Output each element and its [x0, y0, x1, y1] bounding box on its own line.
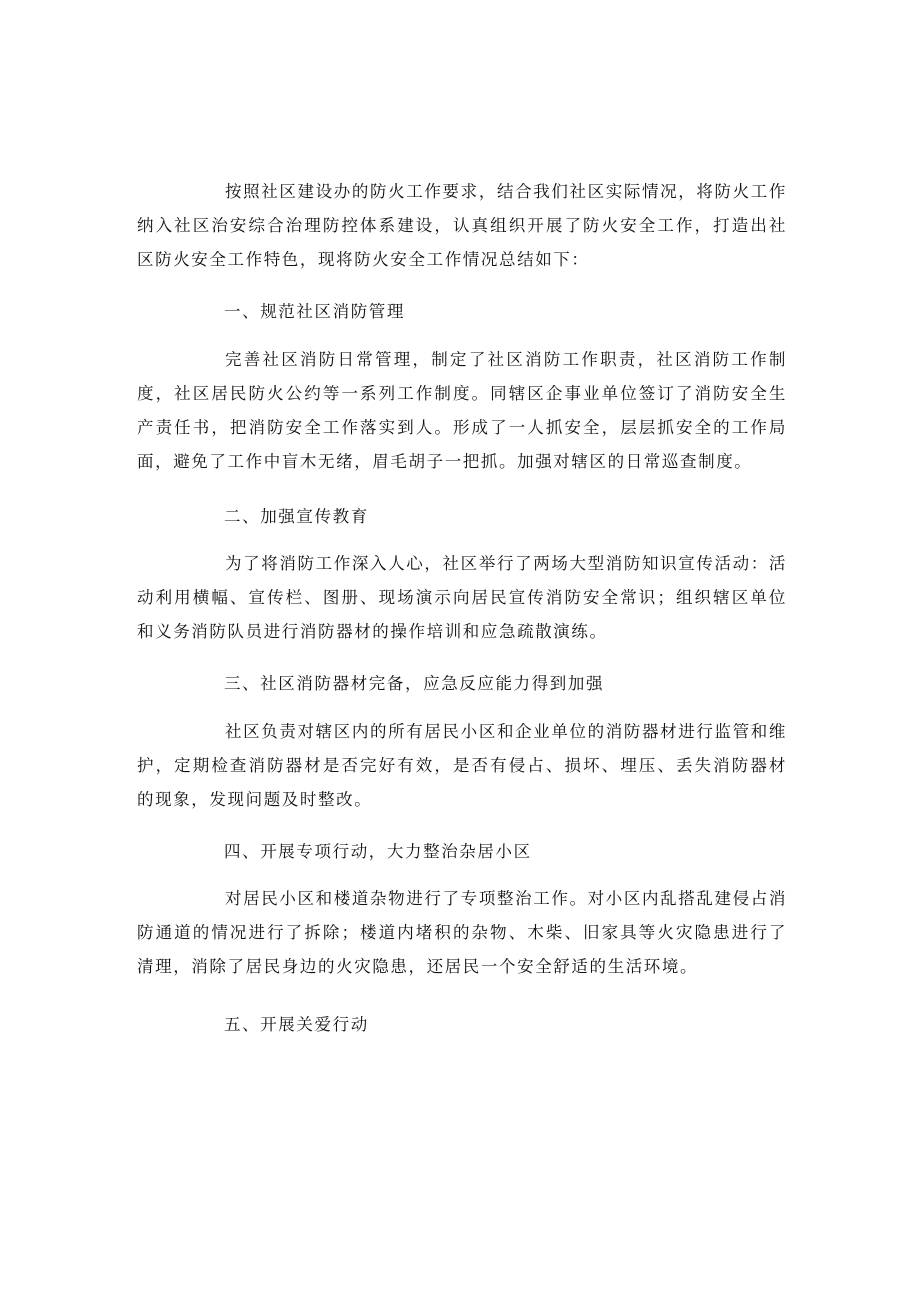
section-heading-4: 四、开展专项行动，大力整治杂居小区	[224, 842, 532, 861]
section-heading-1: 一、规范社区消防管理	[224, 302, 405, 321]
section-body-4: 对居民小区和楼道杂物进行了专项整治工作。对小区内乱搭乱建侵占消防通道的情况进行了拆除；楼道内堵积的杂物、木柴、旧家具等火灾隐患进行了清理，消除了居民身边的火灾隐患，还居民一个安全舒适的生活环境。	[137, 889, 787, 976]
section-heading-5: 五、开展关爱行动	[224, 1015, 369, 1034]
section-body-1: 完善社区消防日常管理，制定了社区消防工作职责，社区消防工作制度，社区居民防火公约等一系列工作制度。同辖区企事业单位签订了消防安全生产责任书，把消防安全工作落实到人。形成了一人抓安全，层层抓安全的工作局面，避免了工作中盲木无绪，眉毛胡子一把抓。加强对辖区的日常巡查制度。	[137, 350, 787, 471]
section-heading-2: 二、加强宣传教育	[224, 507, 369, 526]
section-body-2: 为了将消防工作深入人心，社区举行了两场大型消防知识宣传活动：活动利用横幅、宣传栏、图册、现场演示向居民宣传消防安全常识；组织辖区单位和义务消防队员进行消防器材的操作培训和应急疏散演练。	[137, 554, 787, 641]
section-body-3: 社区负责对辖区内的所有居民小区和企业单位的消防器材进行监管和维护，定期检查消防器材是否完好有效，是否有侵占、损坏、埋压、丢失消防器材的现象，发现问题及时整改。	[137, 722, 787, 809]
intro-paragraph: 按照社区建设办的防火工作要求，结合我们社区实际情况，将防火工作纳入社区治安综合治理防控体系建设，认真组织开展了防火安全工作，打造出社区防火安全工作特色，现将防火安全工作情况总结如下：	[137, 182, 787, 269]
section-heading-3: 三、社区消防器材完备，应急反应能力得到加强	[224, 674, 605, 693]
